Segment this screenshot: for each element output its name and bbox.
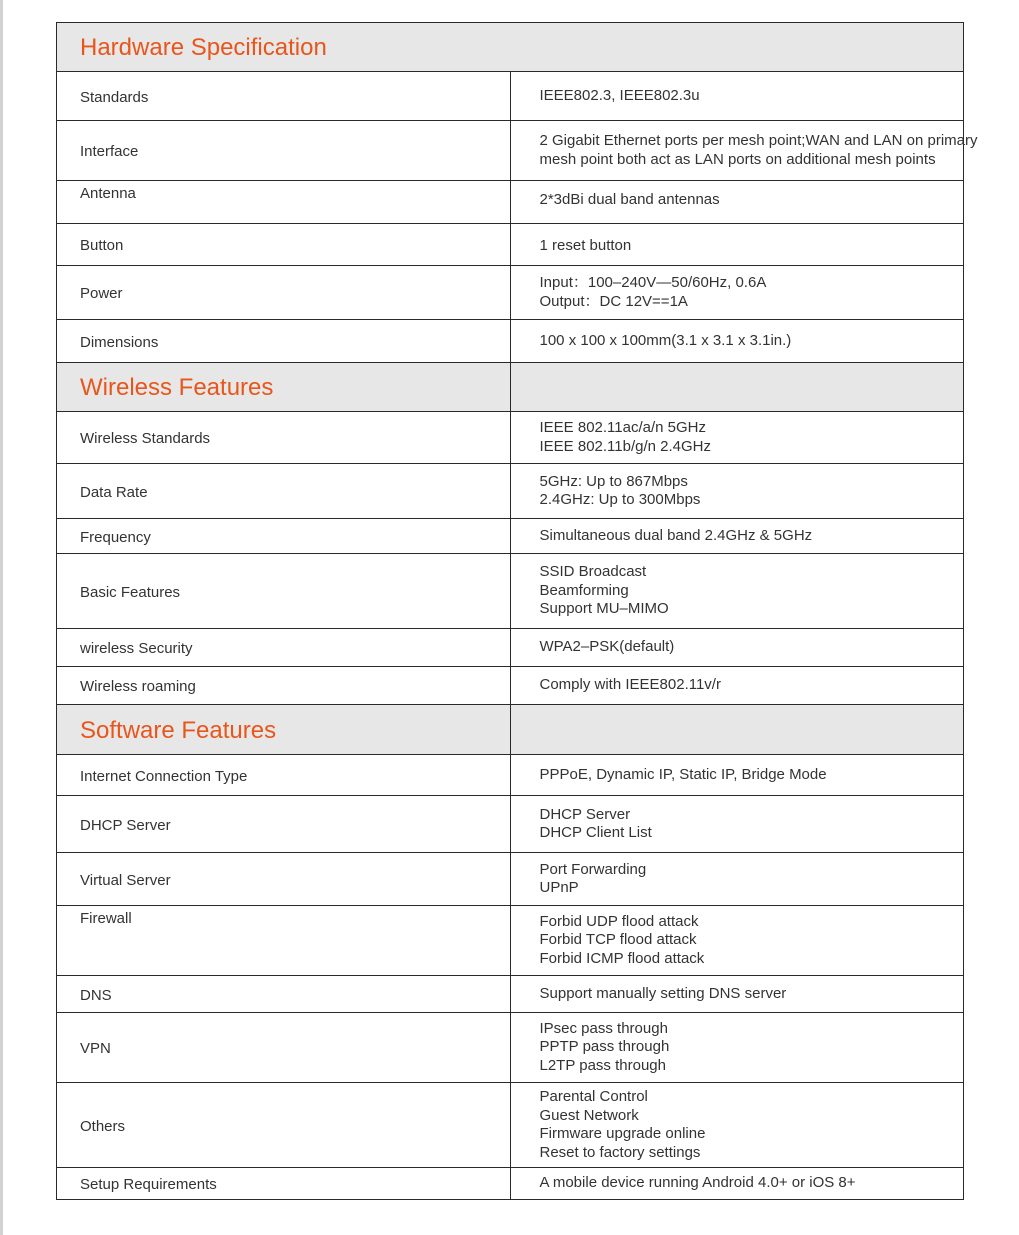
row-label: wireless Security (57, 629, 511, 667)
row-value (510, 464, 964, 519)
value-line: IPsec pass through (539, 1019, 668, 1037)
value-line: PPTP pass through (539, 1038, 670, 1056)
row-value (510, 181, 964, 224)
value-line: IEEE802.3, IEEE802.3u (539, 86, 700, 104)
value-line: Forbid ICMP flood attack (539, 949, 705, 967)
value-line: 2 Gigabit Ethernet ports per mesh point;WAN and LAN on primary (539, 132, 978, 149)
value-line: IEEE 802.11b/g/n 2.4GHz (539, 437, 711, 455)
row-label: Wireless Standards (57, 412, 511, 464)
value-line: Guest Network (539, 1106, 639, 1124)
row-value (510, 266, 964, 320)
value-line: PPPoE, Dynamic IP, Static IP, Bridge Mode (539, 765, 827, 783)
value-line: Comply with IEEE802.11v/r (539, 676, 721, 694)
row-label: Basic Features (57, 554, 511, 629)
table-row (57, 224, 964, 266)
value-line: Simultaneous dual band 2.4GHz & 5GHz (539, 526, 813, 544)
value-line: Support MU–MIMO (539, 600, 669, 618)
row-label: Antenna (57, 181, 511, 224)
table-row (57, 121, 964, 181)
table-row (57, 181, 964, 224)
row-label: Standards (57, 72, 511, 121)
spec-table (56, 22, 978, 1200)
row-label: DHCP Server (57, 796, 511, 853)
table-row (57, 320, 964, 363)
row-label: Interface (57, 121, 511, 181)
row-label: Data Rate (57, 464, 511, 519)
row-value (510, 72, 964, 121)
section-header-empty-cell (510, 705, 964, 755)
value-line: Forbid TCP flood attack (539, 931, 697, 949)
value-line: 1 reset button (539, 237, 632, 255)
table-row (57, 906, 964, 976)
row-value (510, 1083, 964, 1168)
value-line: Forbid UDP flood attack (539, 912, 699, 930)
value-line: UPnP (539, 879, 579, 896)
table-row (57, 976, 964, 1013)
section-header-software (57, 705, 964, 755)
row-value (510, 121, 978, 181)
value-line: DHCP Server (539, 805, 631, 823)
section-header-hardware (57, 23, 964, 72)
value-line: Output：DC 12V==1A (539, 292, 688, 310)
row-label: Others (57, 1083, 511, 1168)
table-row (57, 629, 964, 667)
value-line: Parental Control (539, 1088, 648, 1105)
table-row (57, 554, 964, 629)
value-line: SSID Broadcast (539, 563, 647, 581)
table-row (57, 464, 964, 519)
section-header-empty-cell (510, 363, 964, 412)
value-line: L2TP pass through (539, 1056, 666, 1074)
row-value (510, 412, 964, 464)
value-line: Support manually setting DNS server (539, 984, 787, 1002)
value-line: Reset to factory settings (539, 1143, 701, 1161)
row-value (510, 667, 964, 705)
row-label: DNS (57, 976, 511, 1013)
row-label: Power (57, 266, 511, 320)
value-line: Port Forwarding (539, 860, 647, 878)
row-value (510, 629, 964, 667)
table-row (57, 1083, 964, 1168)
value-line: A mobile device running Android 4.0+ or iOS 8+ (539, 1174, 856, 1192)
row-label: Dimensions (57, 320, 511, 363)
row-value (510, 1168, 964, 1200)
value-line: 2.4GHz: Up to 300Mbps (539, 491, 701, 508)
section-title: Software Features (57, 705, 511, 755)
row-value (510, 224, 964, 266)
row-label: VPN (57, 1013, 511, 1083)
row-value (510, 320, 964, 363)
table-row (57, 519, 964, 554)
value-line: 5GHz: Up to 867Mbps (539, 472, 688, 490)
row-label: Button (57, 224, 511, 266)
value-line: WPA2–PSK(default) (539, 638, 675, 656)
table-row (57, 1013, 964, 1083)
row-value (510, 853, 964, 906)
table-row (57, 853, 964, 906)
table-row (57, 1168, 964, 1200)
row-value (510, 976, 964, 1013)
row-value (510, 755, 964, 796)
table-row (57, 796, 964, 853)
table-row (57, 667, 964, 705)
table-row (57, 412, 964, 464)
section-title: Hardware Specification (57, 23, 964, 72)
value-line: IEEE 802.11ac/a/n 5GHz (539, 419, 706, 436)
row-value (510, 1013, 964, 1083)
section-title: Wireless Features (57, 363, 511, 412)
page-left-edge (0, 0, 3, 1235)
table-row (57, 266, 964, 320)
table-row (57, 755, 964, 796)
row-label: Virtual Server (57, 853, 511, 906)
value-line: 100 x 100 x 100mm(3.1 x 3.1 x 3.1in.) (539, 331, 792, 349)
row-value (510, 519, 964, 554)
row-value (510, 906, 964, 976)
row-label: Firewall (57, 906, 511, 976)
table-row (57, 72, 964, 121)
section-header-wireless (57, 363, 964, 412)
value-line: DHCP Client List (539, 824, 652, 841)
row-label: Setup Requirements (57, 1168, 511, 1200)
row-value (510, 554, 964, 629)
value-line: Beamforming (539, 581, 629, 599)
value-line: Firmware upgrade online (539, 1125, 706, 1142)
value-line: mesh point both act as LAN ports on additional mesh points (539, 150, 936, 168)
value-line: Input：100–240V—50/60Hz, 0.6A (539, 274, 767, 291)
value-line: 2*3dBi dual band antennas (539, 191, 720, 208)
row-label: Wireless roaming (57, 667, 511, 705)
row-label: Internet Connection Type (57, 755, 511, 796)
row-value (510, 796, 964, 853)
row-label: Frequency (57, 519, 511, 554)
